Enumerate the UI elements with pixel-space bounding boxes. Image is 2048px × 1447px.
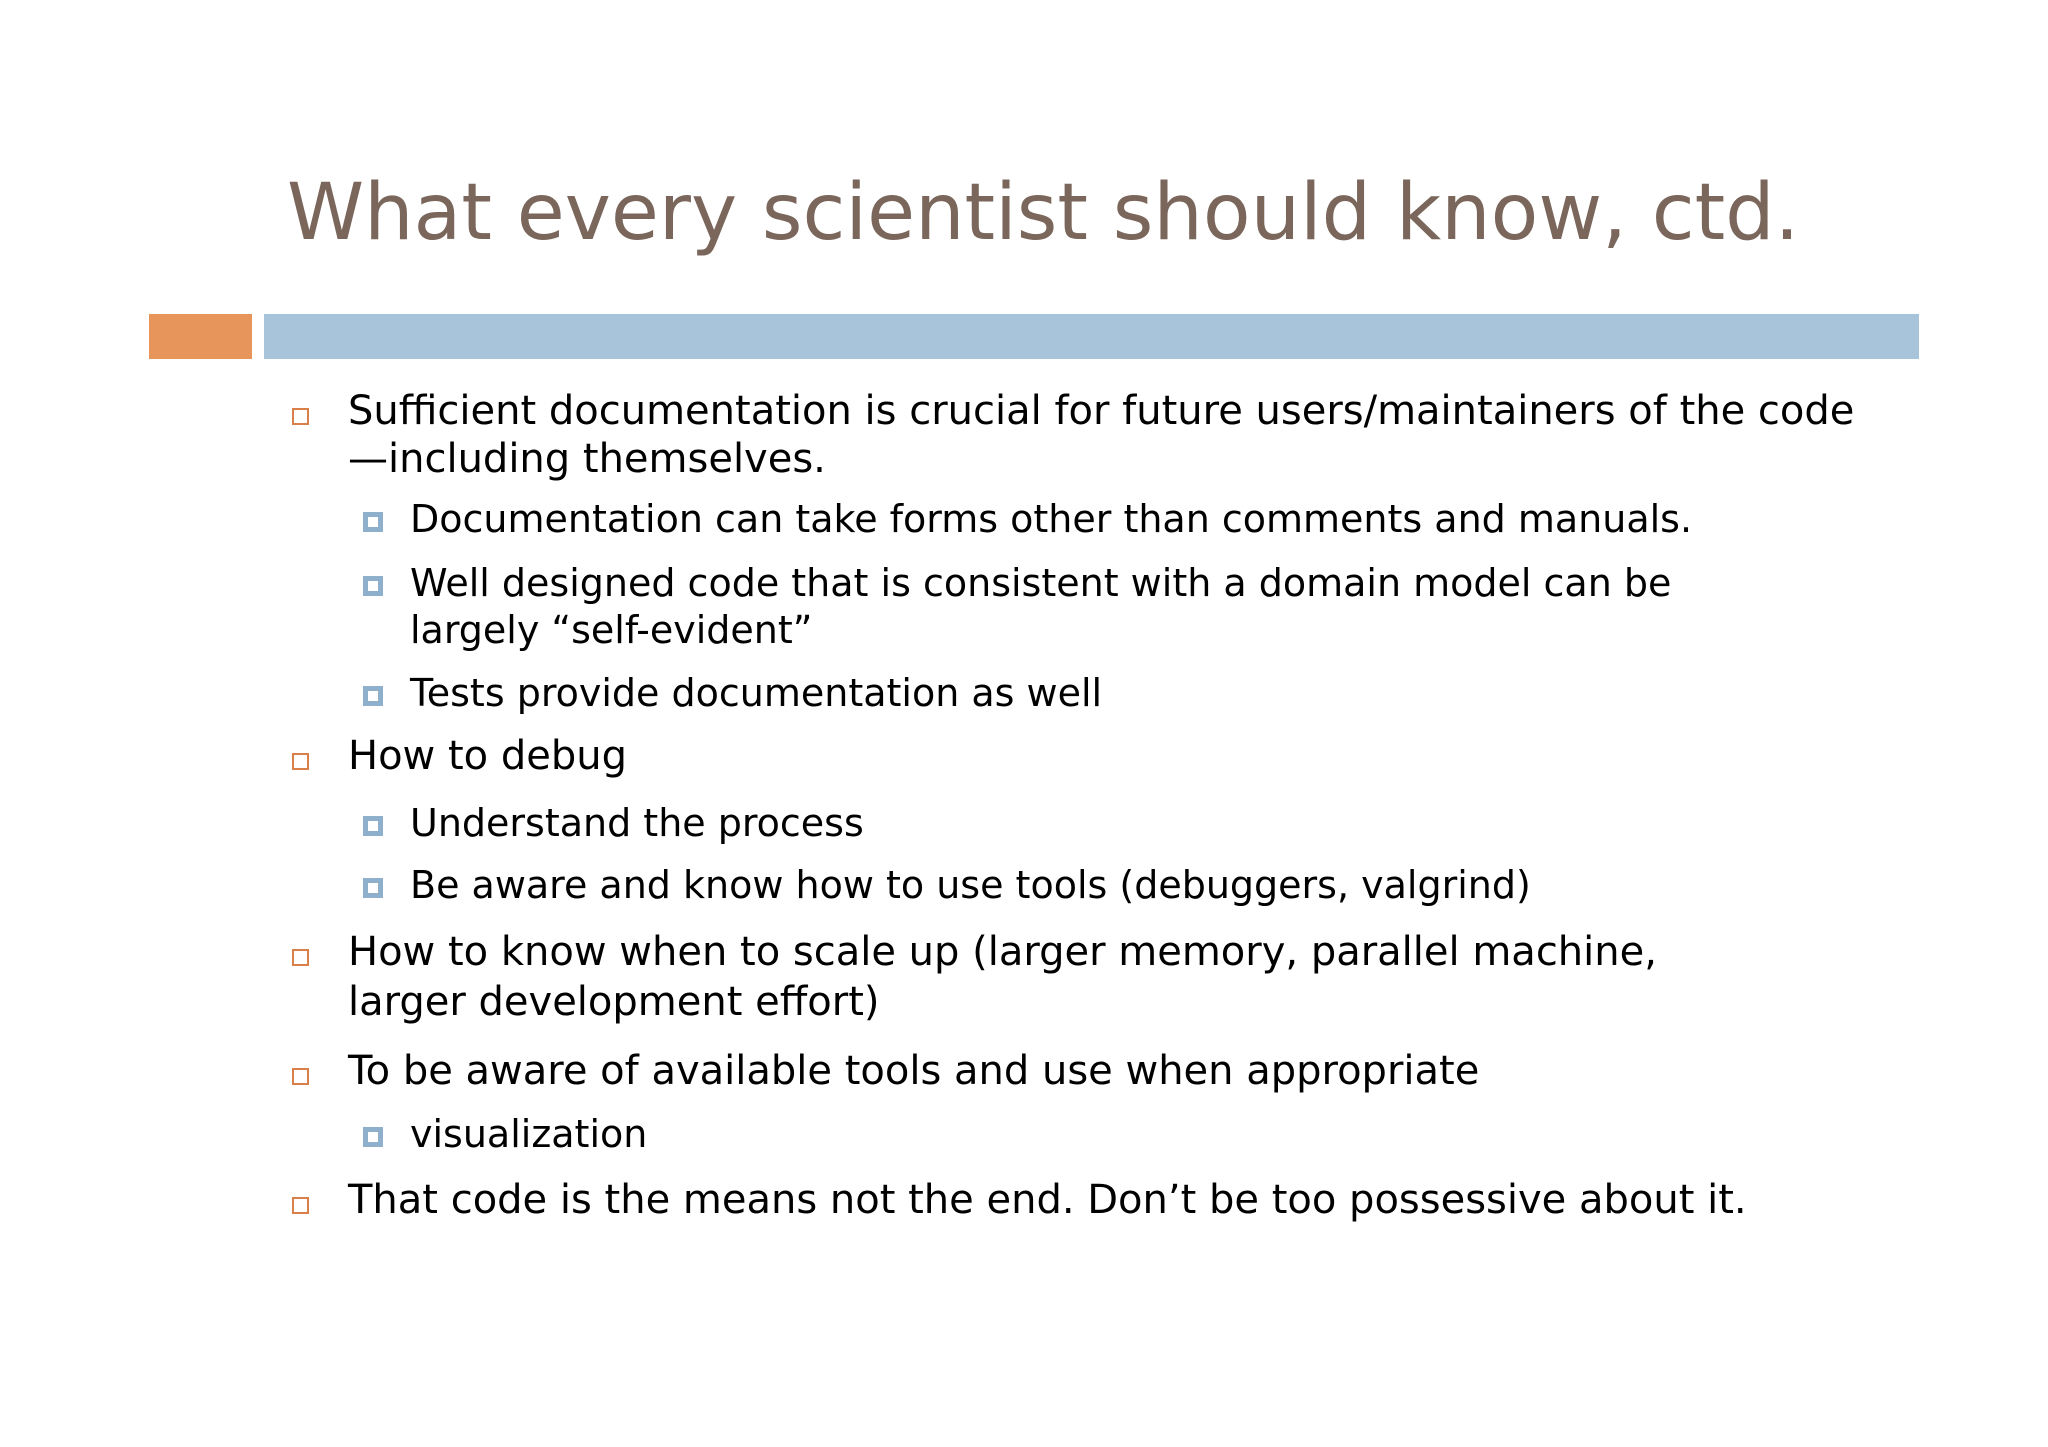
bullet-text-line: Documentation can take forms other than comments and manuals. [410, 497, 1693, 541]
bullet-text-line: Be aware and know how to use tools (debuggers, valgrind) [410, 863, 1531, 907]
bullet-text [348, 1047, 1479, 1095]
framed-square-bullet-icon [363, 686, 383, 706]
bullet-text [410, 862, 1531, 908]
framed-square-bullet-icon [363, 1127, 383, 1147]
framed-square-bullet-icon [363, 576, 383, 596]
hollow-square-bullet-icon [292, 1068, 309, 1085]
bullet-text [348, 732, 627, 780]
bullet-text-line: Well designed code that is consistent with a domain model can be [410, 561, 1672, 605]
bullet-text [348, 928, 1657, 1029]
framed-square-bullet-icon [363, 816, 383, 836]
bullet-text-line: Sufficient documentation is crucial for future users/maintainers of the code [348, 388, 1855, 434]
bullet-text-line: To be aware of available tools and use when appropriate [348, 1048, 1480, 1094]
bullet-text-line: How to debug [348, 733, 627, 779]
bullet-text-line: visualization [410, 1112, 648, 1156]
bullet-text-line: —including themselves. [348, 436, 826, 482]
bullet-text-line: Tests provide documentation as well [410, 671, 1103, 715]
slide-title: What every scientist should know, ctd. [287, 168, 1800, 258]
bullet-text-line: Understand the process [410, 801, 864, 845]
hollow-square-bullet-icon [292, 1197, 309, 1214]
bullet-text [348, 1176, 1747, 1224]
hollow-square-bullet-icon [292, 408, 309, 425]
framed-square-bullet-icon [363, 512, 383, 532]
bullet-text-line: largely “self-evident” [410, 608, 813, 652]
bullet-text [410, 560, 1671, 654]
bullet-text-line: larger development effort) [348, 979, 880, 1025]
hollow-square-bullet-icon [292, 949, 309, 966]
bullet-text-line: That code is the means not the end. Don’t be too possessive about it. [348, 1177, 1747, 1223]
bullet-text-line: How to know when to scale up (larger memory, parallel machine, [348, 929, 1657, 975]
bullet-text [410, 670, 1102, 716]
bullet-text [410, 1111, 647, 1157]
bullet-text [410, 800, 864, 846]
bullet-text [348, 387, 1854, 483]
bullet-text [410, 496, 1692, 542]
hollow-square-bullet-icon [292, 753, 309, 770]
framed-square-bullet-icon [363, 878, 383, 898]
